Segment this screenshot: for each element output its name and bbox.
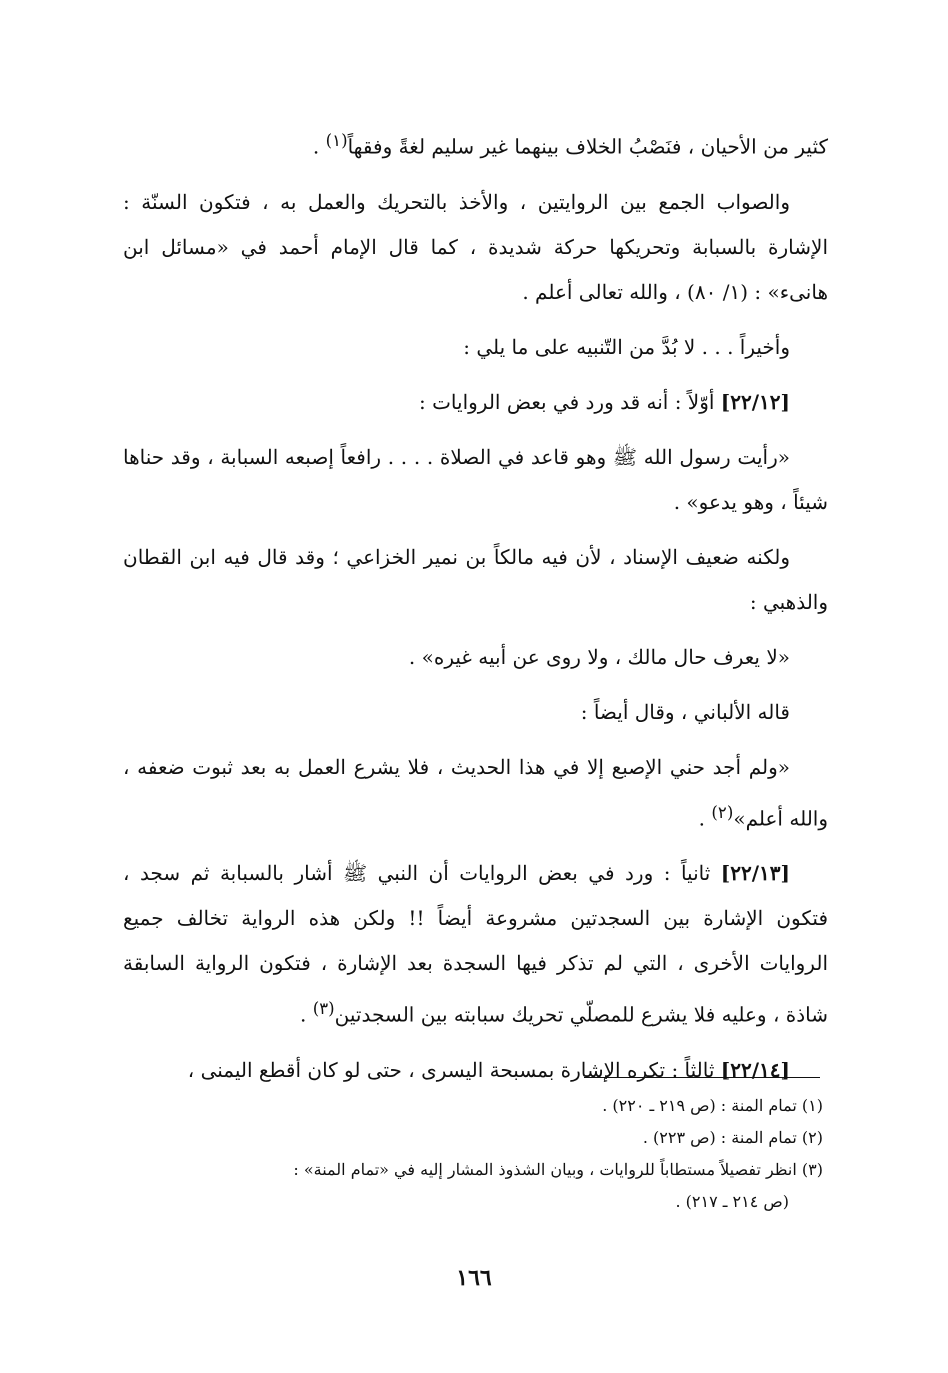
page-number: ١٦٦ xyxy=(456,1265,492,1291)
paragraph-8: قاله الألباني ، وقال أيضاً : xyxy=(580,699,790,724)
paragraph-7-quote: «لا يعرف حال مالك ، ولا روى عن أبيه غيره» . xyxy=(408,644,790,669)
paragraph-4: [٢٢/١٢] أوّلاً : أنه قد ورد في بعض الروايات : xyxy=(419,389,790,414)
footnote-ref-1: (١) xyxy=(325,131,348,150)
footnotes xyxy=(123,1090,823,1218)
paragraph-9-quote: «ولم أجد حني الإصبع إلا في هذا الحديث ، فلا يشرع العمل به بعد ثبوت ضعفه ، والله أعلم»$^{(٢)}$ . xyxy=(123,754,828,831)
footnote-3: (٣) انظر تفصيلاً مستطاباً للروايات ، وبيان الشذوذ المشار إليه في «تمام المنة» : xyxy=(293,1160,823,1179)
paragraph-3: وأخيراً . . . لا بُدَّ من التّنبيه على ما يلي : xyxy=(463,334,790,359)
footnote-ref-3: (٣) xyxy=(312,999,335,1019)
paragraph-6: ولكنه ضعيف الإسناد ، لأن فيه مالكاً بن نمير الخزاعي ؛ وقد قال فيه ابن القطان والذهبي : xyxy=(123,544,828,614)
paragraph-10: [٢٢/١٣] ثانياً : ورد في بعض الروايات أن النبي ﷺ أشار بالسبابة ثم سجد ، فتكون الإشارة بين السجدتين مشروعة أيضاً !! ولكن هذه الرواية تخالف جميع الروايات الأخرى ، التي لم تذكر فيها السجدة بعد الإشارة ، فتكون الرواية السابقة شاذة ، وعليه فلا يشرع للمصلّي تحريك سبابته بين السجدتين$^{(٣)}$ . xyxy=(123,861,828,1027)
paragraph-2: والصواب الجمع بين الروايتين ، والأخذ بالتحريك والعمل به ، فتكون السنّة : الإشارة بالسبابة وتحريكها حركة شديدة ، كما قال الإمام أحمد في «مسائل ابن هانىء» : (١/ ٨٠) ، والله تعالى أعلم . xyxy=(123,189,828,304)
footnote-3-continuation: (ص ٢١٤ ـ ٢١٧) . xyxy=(675,1192,789,1211)
paragraph-1: كثير من الأحيان ، فنَصْبُ الخلاف بينهما غير سليم لغةً وفقهاً$^{(١)}$ . xyxy=(312,131,828,159)
footnote-1: (١) تمام المنة : (ص ٢١٩ ـ ٢٢٠) . xyxy=(602,1096,823,1115)
section-number: [٢٢/١٣] xyxy=(720,861,790,886)
paragraph-11: [٢٢/١٤] ثالثاً : تكره الإشارة بمسبحة اليسرى ، حتى لو كان أقطع اليمنى ، xyxy=(187,1057,790,1082)
main-text xyxy=(123,118,828,1093)
footnote-ref-2: (٢) xyxy=(711,802,734,822)
paragraph-5-quote: «رأيت رسول الله ﷺ وهو قاعد في الصلاة . . . . رافعاً إصبعه السبابة ، وقد حناها شيئاً ، وهو يدعو» . xyxy=(123,444,828,514)
footnote-divider xyxy=(584,1077,820,1078)
section-number: [٢٢/١٢] xyxy=(720,389,790,414)
section-number: [٢٢/١٤] xyxy=(720,1057,790,1082)
footnote-2: (٢) تمام المنة : (ص ٢٢٣) . xyxy=(642,1128,823,1147)
